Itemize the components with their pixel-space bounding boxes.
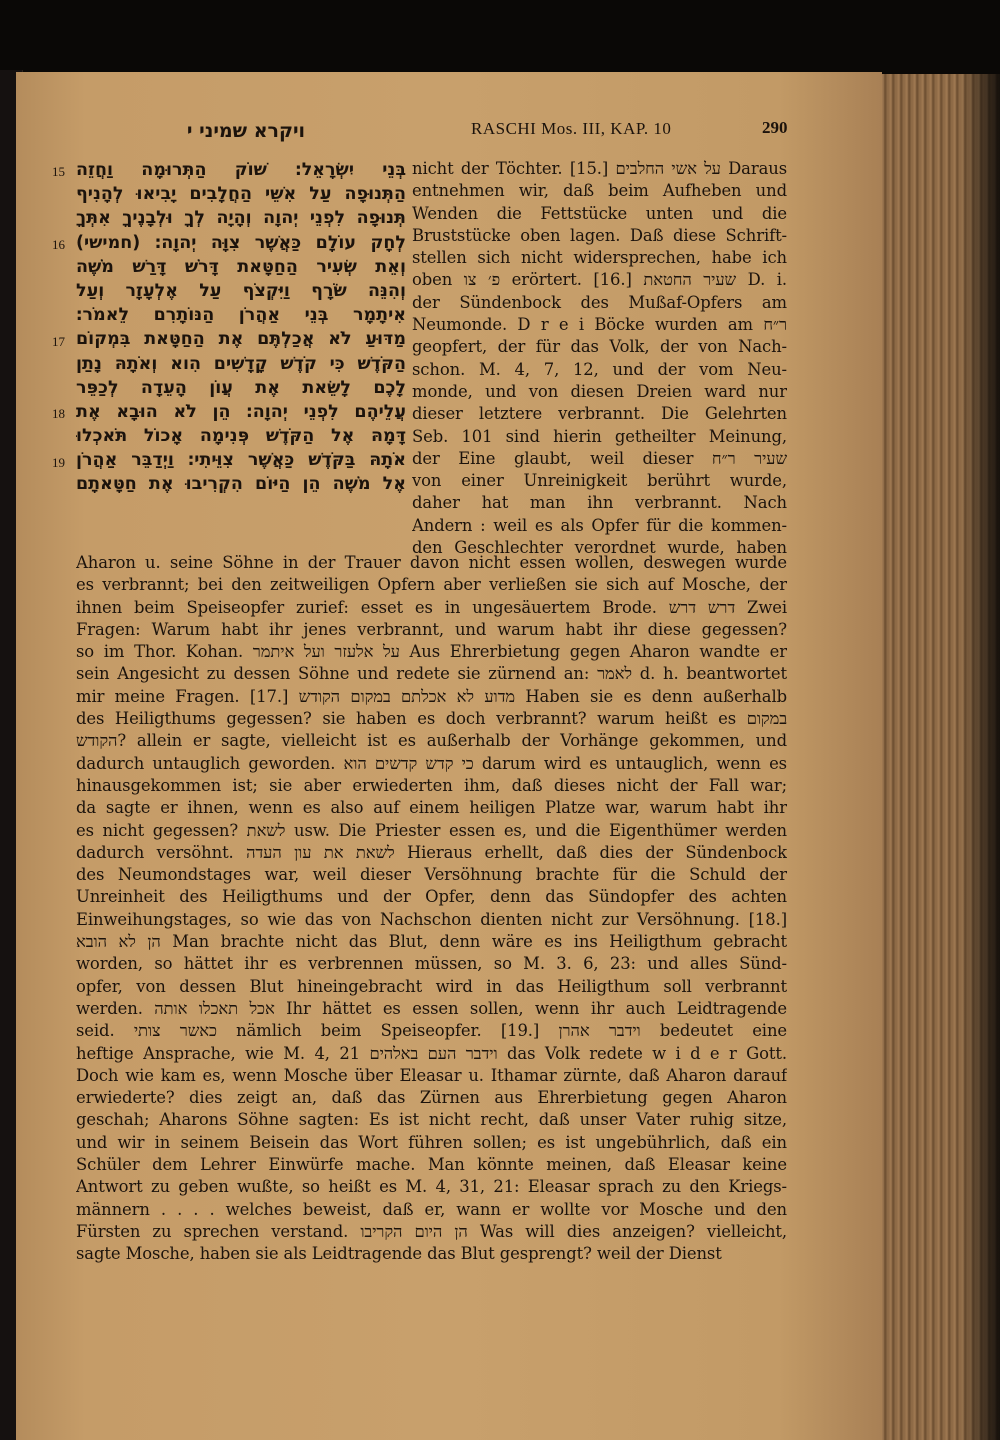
- commentary-line: erwiederte? dies zeigt an, daß das Zürnen aus Ehrerbietung gegen Aharon: [76, 1088, 787, 1108]
- hebrew-line: לָכֶם לָשֵׂאת אֶת עֲוֹן הָעֵדָה לְכַפֵּר: [76, 377, 406, 398]
- hebrew-line: הַקֹּדֶשׁ כִּי קֹדֶשׁ קָדָשִׁים הִוא וְאֹתָהּ נָתַן: [76, 353, 406, 374]
- commentary-line: worden, so hättet ihr es verbrennen müssen, so M. 3. 6, 23: und alles Sünd-: [76, 954, 787, 974]
- page-edges-shadow: [960, 70, 1000, 1440]
- commentary-line: Seb. 101 sind hierin getheilter Meinung,: [412, 426, 787, 446]
- commentary-line: nicht der Töchter. [15.] על אשי החלבים Daraus: [412, 159, 787, 178]
- hebrew-line: לְחָק עוֹלָם כַּאֲשֶׁר צִוָּה יְהוָה׃ (חמישי): [76, 232, 406, 253]
- commentary-line: von einer Unreinigkeit berührt wurde,: [412, 471, 787, 491]
- commentary-line: entnehmen wir, daß beim Aufheben und: [412, 181, 787, 201]
- commentary-line: Bruststücke oben lagen. Daß diese Schrift-: [412, 225, 787, 245]
- commentary-line: da sagte er ihnen, wenn es also auf einem heiligen Platze war, warum habt ihr: [76, 798, 787, 818]
- commentary-line: sein Angesicht zu dessen Söhne und redete sie zürnend an: לאמר d. h. beantwortet: [76, 664, 787, 684]
- commentary-line: geschah; Aharons Söhne sagten: Es ist nicht recht, daß unser Vater ruhig sitze,: [76, 1110, 787, 1130]
- hebrew-line: תְּנוּפָה לִפְנֵי יְהוָה וְהָיָה לְךָ וּלְבָנֶיךָ אִתְּךָ: [76, 208, 406, 229]
- commentary-line: den Geschlechter verordnet wurde, haben: [412, 538, 787, 558]
- commentary-full-width: [76, 552, 787, 1266]
- background-top: [0, 0, 1000, 70]
- commentary-line: so im Thor. Kohan. על אלעזר ועל איתמר Aus Ehrerbietung gegen Aharon wandte er: [76, 642, 787, 662]
- book-page: [16, 72, 882, 1440]
- commentary-line: הקודש? allein er sagte, vielleicht ist es außerhalb der Vorhänge gekommen, und: [76, 731, 787, 751]
- running-head-hebrew: ויקרא שמיני י: [186, 120, 306, 142]
- hebrew-line: אֶל מֹשֶׁה הֵן הַיּוֹם הִקְרִיבוּ אֶת חַטָּאתָם: [76, 474, 406, 495]
- commentary-line: dadurch versöhnt. לשאת את עון העדה Hieraus erhellt, daß dies der Sündenbock: [76, 842, 787, 862]
- verse-number: 15: [52, 164, 65, 179]
- commentary-line: opfer, von dessen Blut hineingebracht wird in das Heiligthum soll verbrannt: [76, 976, 787, 996]
- commentary-line: männern . . . . welches beweist, daß er, wann er wollte vor Mosche und den: [76, 1199, 787, 1219]
- commentary-line: Fürsten zu sprechen verstand. הן היום הקריבו Was will dies anzeigen? vielleicht,: [76, 1221, 787, 1241]
- page-number: 290: [762, 118, 788, 137]
- commentary-line: Schüler dem Lehrer Einwürfe mache. Man könnte meinen, daß Eleasar keine: [76, 1155, 787, 1175]
- verse-number: 18: [52, 406, 65, 421]
- verse-number: 19: [52, 455, 65, 470]
- verse-number: 17: [52, 334, 65, 349]
- commentary-line: heftige Ansprache, wie M. 4, 21 וידבר העם באלהים das Volk redete w i d e r Gott.: [76, 1043, 787, 1063]
- commentary-line: ihnen beim Speiseopfer zurief: esset es in ungesäuertem Brode. דרש דרש Zwei: [76, 597, 787, 617]
- commentary-line: schon. M. 4, 7, 12, und der vom Neu-: [412, 359, 787, 379]
- commentary-line: Antwort zu geben wußte, so heißt es M. 4, 31, 21: Eleasar sprach zu den Kriegs-: [76, 1177, 787, 1197]
- commentary-line: des Heiligthums gegessen? sie haben es doch verbrannt? warum heißt es במקום: [76, 709, 787, 729]
- commentary-line: monde, und von diesen Dreien ward nur: [412, 381, 787, 401]
- commentary-line: Unreinheit des Heiligthums und der Opfer, denn das Sündopfer des achten: [76, 887, 787, 907]
- commentary-line: daher hat man ihn verbrannt. Nach: [412, 493, 787, 513]
- commentary-line: Andern : weil es als Opfer für die kommen-: [412, 515, 787, 535]
- commentary-line: הן לא הובא Man brachte nicht das Blut, denn wäre es ins Heiligthum gebracht: [76, 932, 787, 952]
- commentary-line: hinausgekommen ist; sie aber erwiederten ihm, daß dieses nicht der Fall war;: [76, 775, 787, 795]
- commentary-line: es verbrannt; bei den zeitweiligen Opfern aber verließen sie sich auf Mosche, der: [76, 575, 787, 595]
- commentary-line: der Sündenbock des Mußaf-Opfers am: [412, 292, 787, 312]
- hebrew-verse-column: [76, 158, 406, 497]
- commentary-line: Doch wie kam es, wenn Mosche über Eleasar u. Ithamar zürnte, daß Aharon darauf: [76, 1065, 787, 1085]
- hebrew-line: בְּנֵי יִשְׂרָאֵל׃ שׁוֹק הַתְּרוּמָה וַחֲזֵה: [76, 160, 406, 180]
- running-head-title: RASCHI Mos. III, KAP. 10: [471, 119, 672, 138]
- commentary-line: geopfert, der für das Volk, der von Nach-: [412, 337, 787, 357]
- commentary-line: oben פ׳ צו erörtert. [16.] שעיר החטאת D. i.: [412, 270, 787, 290]
- commentary-line: Fragen: Warum habt ihr jenes verbrannt, und warum habt ihr diese gegessen?: [76, 619, 787, 639]
- hebrew-line: מַדּוּעַ לֹא אֲכַלְתֶּם אֶת הַחַטָּאת בִּמְקוֹם: [76, 329, 406, 350]
- commentary-right-column: [412, 158, 787, 559]
- verse-number: 16: [52, 237, 65, 252]
- commentary-line: Neumonde. D r e i Böcke wurden am ר״ח: [412, 315, 787, 335]
- commentary-line: Wenden die Fettstücke unten und die: [412, 203, 787, 223]
- commentary-line: werden. אכל תאכלו אותה Ihr hättet es essen sollen, wenn ihr auch Leidtragende: [76, 998, 787, 1018]
- commentary-line: dadurch untauglich geworden. כי קדש קדשים הוא darum wird es untauglich, wenn es: [76, 753, 787, 773]
- hebrew-line: וְאֵת שְׂעִיר הַחַטָּאת דָּרֹשׁ דָּרַשׁ מֹשֶׁה: [76, 256, 406, 277]
- commentary-line: der Eine glaubt, weil dieser שעיר ר״ח: [412, 448, 787, 468]
- commentary-line: sagte Mosche, haben sie als Leidtragende das Blut gesprengt? weil der Dienst: [76, 1244, 722, 1264]
- commentary-line: stellen sich nicht widersprechen, habe ich: [412, 248, 787, 268]
- commentary-line: und wir in seinem Beisein das Wort führen sollen; es ist ungebührlich, daß ein: [76, 1132, 787, 1152]
- hebrew-line: אֹתָהּ בַּקֹּדֶשׁ כַּאֲשֶׁר צִוֵּיתִי׃ וַיְדַבֵּר אַהֲרֹן: [76, 450, 406, 471]
- hebrew-line: אִיתָמָר בְּנֵי אַהֲרֹן הַנּוֹתָרִם לֵאמֹר׃: [76, 305, 406, 326]
- commentary-line: mir meine Fragen. [17.] מדוע לא אכלתם במקום הקודש Haben sie es denn außerhalb: [76, 686, 787, 706]
- hebrew-line: עֲלֵיהֶם לִפְנֵי יְהוָה׃ הֵן לֹא הוּבָא אֶת: [76, 401, 406, 422]
- commentary-line: seid. כאשר צותי nämlich beim Speiseopfer. [19.] וידבר אהרן bedeutet eine: [76, 1021, 787, 1041]
- hebrew-line: דָּמָהּ אֶל הַקֹּדֶשׁ פְּנִימָה אָכוֹל תֹּאכְלוּ: [76, 426, 406, 447]
- commentary-line: des Neumondstages war, weil dieser Versöhnung brachte für die Schuld der: [76, 865, 787, 885]
- commentary-line: es nicht gegessen? לשאת usw. Die Priester essen es, und die Eigenthümer werden: [76, 820, 787, 840]
- commentary-line: dieser letztere verbrannt. Die Gelehrten: [412, 404, 787, 424]
- hebrew-line: הַתְּנוּפָה עַל אִשֵּׁי הַחֲלָבִים יָבִיאוּ לְהָנִיף: [76, 184, 406, 205]
- commentary-line: Aharon u. seine Söhne in der Trauer davon nicht essen wollen, deswegen wurde: [76, 553, 787, 572]
- commentary-line: Einweihungstages, so wie das von Nachschon dienten nicht zur Versöhnung. [18.]: [76, 909, 787, 929]
- hebrew-line: וְהִנֵּה שֹׂרָף וַיִּקְצֹף עַל אֶלְעָזָר וְעַל: [76, 280, 406, 301]
